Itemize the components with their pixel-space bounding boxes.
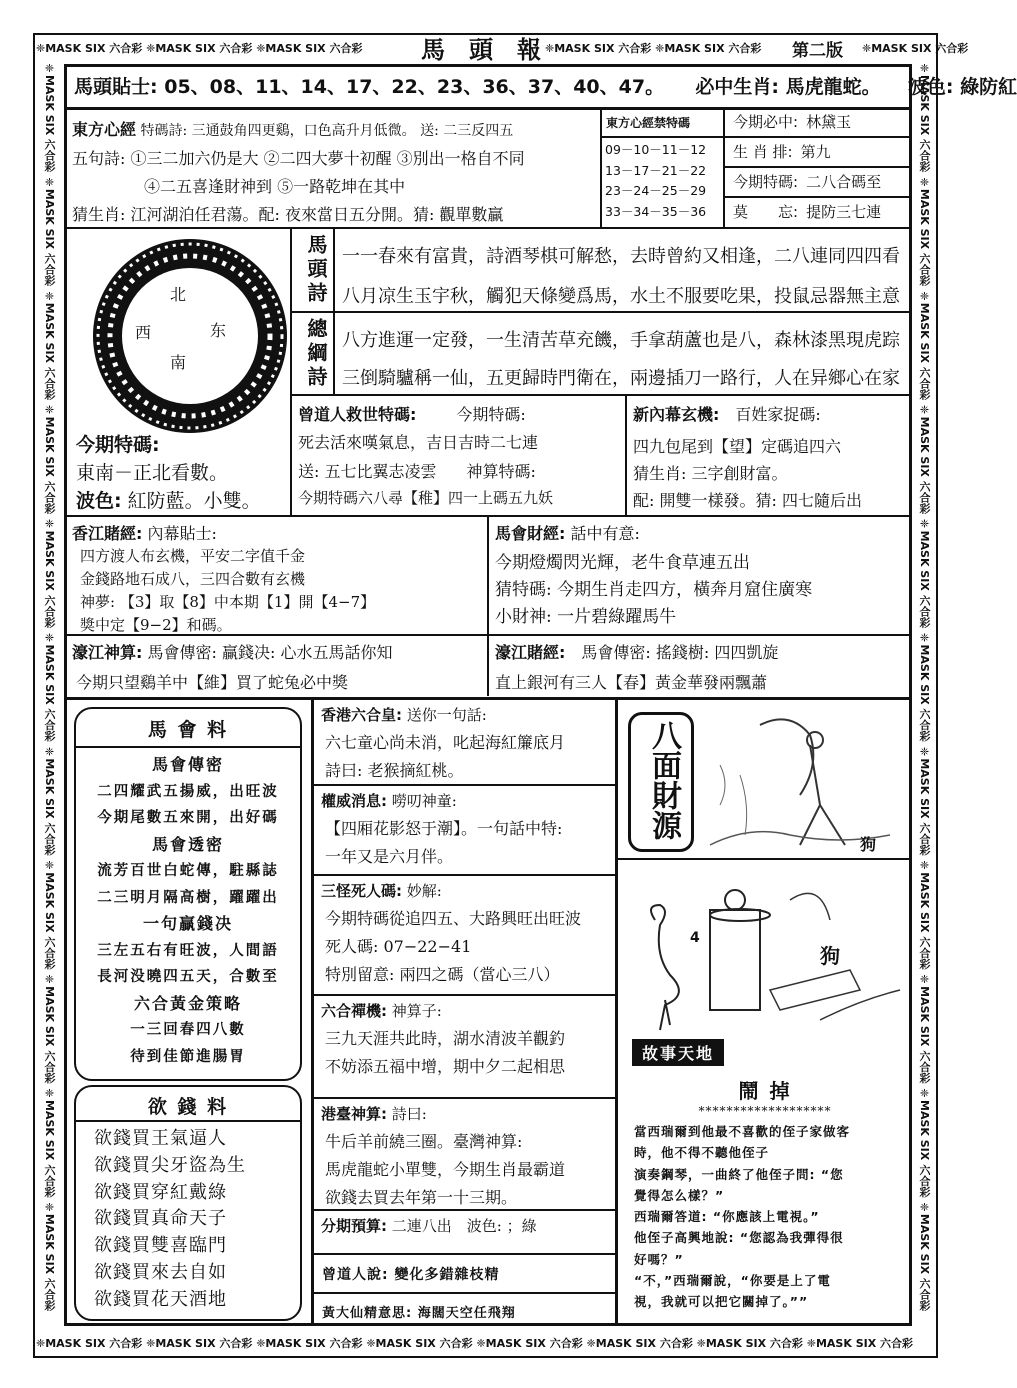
middle-block-head: [321, 790, 609, 811]
dongfang-title: 東方心經: [72, 120, 137, 139]
xiangjiang-line: 獎中定【9−2】和碼。: [80, 616, 232, 634]
caijing-sub: 話中有意:: [570, 524, 640, 543]
mahui-liao-content: [76, 752, 300, 1070]
compass-west: 西: [135, 323, 152, 342]
yuqian-line: 欲錢買尖牙盜為生: [94, 1154, 246, 1176]
middle-block-sub: 神算子:: [391, 1002, 442, 1020]
compass-wave-label: 波色:: [76, 490, 122, 512]
caijing-line: 小財神: 一片碧綠躍馬牛: [495, 607, 677, 627]
zengdao-says: 曾道人說: 變化多錯雜枝精: [322, 1267, 500, 1283]
divider: [290, 228, 292, 515]
border-strip-bottom: [36, 1333, 936, 1355]
edition-label: 第二版: [792, 41, 843, 61]
border-pattern: ❈MASK SIX 六合彩 ❈MASK SIX 六合彩 ❈MASK SIX 六合彩: [36, 42, 363, 55]
zengdao-head: [298, 402, 526, 425]
side-info: [725, 108, 912, 228]
mahui-section-head: 馬會透密: [151, 834, 224, 854]
zengdao-line: 今期特碼六八尋【稚】四一上碼五九妖: [298, 489, 554, 507]
mahui-line: 二四耀武五揚威，出旺波: [97, 783, 279, 800]
divider: [290, 311, 912, 313]
story-title: 鬧 掉: [738, 1079, 792, 1103]
middle-block-title: 港臺神算:: [321, 1105, 387, 1123]
middle-block-line: 特別留意: 兩四之碼（當心三八）: [325, 965, 560, 984]
crane-number: 4: [690, 930, 700, 946]
haojiang-shensuan-line: 今期只望鷄羊中【維】買了蛇兔必中獎: [76, 673, 349, 692]
divider: [617, 858, 912, 860]
xiangjiang-sub: 內幕貼士:: [147, 524, 217, 543]
masthead-char: 馬: [421, 35, 445, 64]
scholar-crane-illustration: [620, 880, 905, 1030]
story-body: [634, 1121, 850, 1313]
middle-block-line: 牛后羊前繞三圈。臺灣神算:: [325, 1132, 523, 1151]
border-strip-right: [913, 62, 935, 1332]
divider: [600, 108, 602, 228]
middle-block-head: [321, 1215, 609, 1236]
border-strip-top-mid: [545, 38, 790, 60]
haojiang-shensuan-head: [72, 640, 392, 663]
border-strip-top-left: [36, 38, 421, 60]
bamian-title: 八面財源: [646, 720, 681, 840]
yuqian-line: 欲錢買雙喜臨門: [94, 1235, 227, 1257]
xiangjiang-head: [72, 521, 217, 544]
border-pattern: ❈MASK SIX 六合彩 ❈MASK SIX 六合彩 ❈MASK SIX 六合彩 ❈MASK SIX 六合彩 ❈MASK SIX 六合彩 ❈MASK SIX 六合彩 ❈MASK SIX 六合彩 ❈MASK SIX 六合彩 ❈MASK SIX 六合彩 ❈MASK SIX 六合彩 ❈MASK SIX 六合彩: [43, 62, 56, 1311]
story-stars: *******************: [698, 1104, 832, 1118]
divider: [313, 1292, 617, 1294]
middle-block: [313, 786, 617, 876]
middle-block-sub: 二連八出 波色: ；綠: [391, 1217, 537, 1235]
middle-block-line: 今期特碼從追四五、大路興旺出旺波: [325, 909, 582, 928]
middle-block: [313, 996, 617, 1099]
side-info-label: 今期必中:: [733, 113, 799, 131]
side-info-row: [725, 198, 912, 228]
middle-block-line: 【四厢花影怒于潮】。一句話中特:: [325, 819, 563, 838]
divider: [313, 1253, 617, 1255]
story-line: 演奏鋼琴，一曲終了他侄子問: “您: [634, 1166, 844, 1182]
compass-north: 北: [170, 285, 187, 304]
middle-block-head: [321, 880, 609, 901]
neimu-line: 猜生肖: 三字創財富。: [633, 464, 788, 483]
border-pattern: ❈MASK SIX 六合彩: [862, 42, 969, 55]
middle-block-title: 權威消息:: [321, 792, 387, 810]
forbidden-numbers: [605, 140, 706, 222]
middle-block-sub: 詩曰:: [391, 1105, 427, 1123]
mahui-line: 三左五右有旺波，人間語: [97, 942, 279, 959]
border-strip-top-right: [862, 38, 969, 60]
yuqian-liao-title: 欲 錢 料: [147, 1096, 229, 1118]
mahui-liao-title: 馬 會 料: [147, 719, 229, 741]
caijing-line: 今期燈燭閃光輝，老牛食草連五出: [495, 553, 750, 573]
border-pattern: ❈MASK SIX 六合彩 ❈MASK SIX 六合彩: [545, 42, 762, 55]
side-info-label: 今期特碼:: [733, 173, 799, 191]
middle-block-line: 欲錢去買去年第一十三期。: [325, 1188, 518, 1207]
caijing-head: [495, 521, 640, 544]
middle-block-sub: 妙解:: [406, 882, 442, 900]
general-poem-line: 三倒騎驢稱一仙，五更歸時門衛在，兩邊插刀一路行，人在异鄉心在家: [342, 368, 900, 389]
middle-block-title: 香港六合皇:: [321, 706, 402, 724]
story-line: 好嗎？”: [634, 1251, 684, 1267]
middle-block: [313, 1099, 617, 1211]
middle-block: [313, 876, 617, 996]
middle-block-line: 一年又是六月伴。: [325, 847, 454, 866]
side-info-value: 二八合碼至: [806, 173, 882, 191]
general-poem-title: 總綱詩: [304, 318, 328, 390]
story-line: 當西瑞爾到他最不喜歡的侄子家做客: [634, 1124, 851, 1139]
middle-block: [313, 700, 617, 786]
masthead: [421, 30, 541, 64]
story-line: 時，他不得不聽他侄子: [634, 1145, 770, 1161]
headline-numbers: 05、08、11、14、17、22、23、36、37、40、47。: [164, 76, 665, 98]
caijing-line: 猜特碼: 今期生肖走四方，橫奔月窟住廣寒: [495, 580, 813, 600]
middle-block-line: 馬虎龍蛇小單雙，今期生肖最霸道: [325, 1160, 566, 1179]
mahui-section-head: 一句贏錢决: [142, 914, 233, 933]
zengdao-send: 送: 五七比翼志凌雲: [298, 462, 437, 481]
yuqian-line: 欲錢買花天酒地: [94, 1288, 227, 1310]
neimu-title: 新內幕玄機:: [633, 405, 720, 424]
horse-poem-title: 馬頭詩: [304, 234, 328, 306]
caijing-title: 馬會財經:: [495, 524, 566, 543]
divider: [601, 136, 725, 138]
wave-value: 綠防紅: [960, 76, 1017, 98]
zodiac-label: 必中生肖:: [695, 76, 779, 98]
compass-caption-line: 東南－正北看數。: [76, 462, 229, 484]
middle-column: [313, 700, 617, 1252]
divider: [64, 227, 912, 229]
divider: [75, 1120, 301, 1122]
side-info-row: [725, 108, 912, 138]
masthead-char: 頭: [469, 35, 493, 64]
horse-poem-line: 一一春來有富貴，詩酒琴棋可解愁，去時曾約又相逢，二八連同四四看: [342, 246, 900, 267]
mahui-line: 待到佳節進腸胃: [130, 1048, 246, 1065]
divider: [487, 516, 489, 696]
xiangjiang-line: 金錢路地石成八，三四合數有玄機: [80, 570, 306, 588]
compass-south: 南: [170, 353, 187, 372]
border-pattern: ❈MASK SIX 六合彩 ❈MASK SIX 六合彩 ❈MASK SIX 六合彩 ❈MASK SIX 六合彩 ❈MASK SIX 六合彩 ❈MASK SIX 六合彩 ❈MASK SIX 六合彩 ❈MASK SIX 六合彩: [36, 1337, 914, 1350]
divider: [290, 394, 912, 396]
haojiang-dujing-head: [495, 640, 778, 663]
yuqian-liao-content: [94, 1126, 246, 1314]
side-info-value: 第九: [800, 143, 831, 161]
haojiang-shensuan-sub: 馬會傳密: 贏錢决: 心水五馬話你知: [147, 643, 393, 662]
mahui-line: 今期尾數五來開，出好碼: [97, 810, 279, 826]
mahui-line: 二三明月隔高樹，躍躍出: [97, 889, 279, 906]
haojiang-dujing-sub: 馬會傳密: 搖錢樹: 四四凱旋: [581, 643, 779, 662]
xiangjiang-line: 四方渡人布玄機，平安二字值千金: [80, 547, 306, 565]
story-line: 他侄子高興地說: “您認為我彈得很: [634, 1230, 844, 1246]
zengdao-line: [298, 459, 536, 482]
yuqian-line: 欲錢買來去自如: [94, 1261, 227, 1283]
side-info-value: 提防三七連: [806, 203, 882, 221]
zengdao-sub2: 神算特碼:: [466, 462, 536, 481]
haojiang-shensuan-title: 濠江神算:: [72, 643, 143, 662]
divider: [615, 700, 618, 1325]
middle-block-line: 三九天涯共此時，湖水清波羊觀釣: [325, 1029, 566, 1048]
horse-poem-line: 八月凉生玉宇秋，觸犯天條變爲馬，水土不服要吃果，投鼠忌器無主意: [342, 286, 900, 307]
story-line: 覺得怎么樣？”: [634, 1187, 725, 1203]
border-strip-left: [38, 62, 60, 1332]
huangdaxian: 黃大仙精意思: 海闊天空任飛翔: [322, 1306, 516, 1321]
neimu-head: [633, 402, 821, 425]
middle-block-title: 六合禪機:: [321, 1002, 387, 1020]
middle-block-line: 詩曰: 老猴摘紅桃。: [325, 761, 464, 780]
haojiang-dujing-line: 直上銀河有三人【春】黃金華發兩飄蕭: [495, 673, 768, 692]
middle-block-head: [321, 1103, 609, 1124]
yuqian-line: 欲錢買真命天子: [94, 1208, 227, 1230]
zengdao-line: 死去活來嘆氣息，吉日吉時二七連: [298, 433, 539, 452]
middle-block-sub: 送你一句話:: [406, 706, 487, 724]
mahui-section-head: 馬會傳密: [151, 755, 224, 774]
middle-block-line: 不妨添五福中增，期中夕二起相思: [325, 1057, 566, 1076]
side-info-label: 生 肖 排:: [733, 143, 793, 161]
dongfang-line2: 五句詩: ①三二加六仍是大 ②二四大夢十初醒 ③別出一格自不同: [72, 149, 525, 168]
middle-block: [313, 1211, 617, 1252]
middle-block-head: [321, 1000, 609, 1021]
mahui-line: 一三回春四八數: [130, 1022, 246, 1038]
dongfang-line1: [72, 117, 513, 140]
forbidden-row: 09－10－11－12: [605, 142, 707, 157]
side-info-row: [725, 138, 912, 168]
dog-label: 狗: [860, 835, 877, 854]
border-pattern: ❈MASK SIX 六合彩 ❈MASK SIX 六合彩 ❈MASK SIX 六合彩 ❈MASK SIX 六合彩 ❈MASK SIX 六合彩 ❈MASK SIX 六合彩 ❈MASK SIX 六合彩 ❈MASK SIX 六合彩 ❈MASK SIX 六合彩 ❈MASK SIX 六合彩 ❈MASK SIX 六合彩: [918, 62, 931, 1311]
middle-block-line: 死人碼: 07−22−41: [325, 937, 472, 956]
story-line: 視，我就可以把它關掉了。””: [634, 1294, 809, 1310]
forbidden-row: 33－34－35－36: [605, 203, 707, 219]
neimu-line: 四九包尾到【望】定碼追四六: [633, 437, 842, 456]
mahui-line: 流芳百世白蛇傳，駐縣誌: [97, 863, 279, 879]
general-poem-line: 八方進運一定發，一生清苦草充饑，手拿葫蘆也是八，森林漆黑現虎踪: [342, 330, 900, 351]
zengdao-sub: 今期特碼:: [456, 405, 526, 424]
yuqian-line: 欲錢買穿紅戴綠: [94, 1181, 227, 1203]
xiangjiang-title: 香江賭經:: [72, 524, 143, 543]
story-line: 西瑞爾答道: “你應該上電視。”: [634, 1209, 820, 1225]
compass-caption-title: 今期特碼:: [76, 434, 160, 456]
middle-block-line: 六七童心尚未消，叱起海紅簾底月: [325, 733, 566, 752]
side-info-label: 莫 忘:: [733, 203, 799, 221]
headline: [74, 72, 1017, 99]
middle-block-sub: 嘮叨神童:: [391, 792, 457, 810]
divider: [75, 746, 301, 748]
compass-wave: [76, 486, 261, 513]
dog-label: 狗: [820, 944, 840, 968]
haojiang-dujing-title: 濠江賭經:: [495, 643, 566, 662]
forbidden-row: 13－17－21－22: [605, 162, 707, 178]
xiangjiang-line: 神夢: 【3】取【8】中本期【1】開【4−7】: [80, 593, 376, 611]
masthead-char: 報: [517, 35, 541, 64]
story-tag: 故事天地: [632, 1039, 724, 1066]
zodiac-value: 馬虎龍蛇。: [785, 76, 881, 98]
story-line: “不，”西瑞爾說，“你要是上了電: [634, 1273, 831, 1289]
side-info-value: 林黛玉: [806, 113, 852, 131]
neimu-line: 配: 開雙一樣發。猜: 四七隨后出: [633, 491, 862, 510]
zengdao-title: 曾道人救世特碼:: [298, 405, 417, 424]
compass-east: 东: [210, 321, 227, 340]
middle-block-title: 分期預算:: [321, 1217, 387, 1235]
middle-block-head: [321, 704, 609, 725]
forbidden-row: 23－24－25－29: [605, 183, 707, 198]
middle-block-title: 三怪死人碼:: [321, 882, 402, 900]
headline-label: 馬頭貼士:: [74, 76, 158, 98]
wave-label: 波色:: [907, 76, 954, 98]
forbidden-title: 東方心經禁特碼: [606, 116, 691, 130]
side-info-row: [725, 168, 912, 198]
mahui-section-head: 六合黃金策略: [133, 993, 242, 1013]
divider: [625, 395, 627, 515]
neimu-sub: 百姓家捉碼:: [735, 405, 821, 424]
dongfang-line3: ④二五喜逢財神到 ⑤一路乾坤在其中: [144, 177, 406, 196]
dongfang-line4: 猜生肖: 江河湖泊任君蕩。配: 夜來當日五分開。猜: 觀單數贏: [72, 205, 504, 224]
yuqian-line: 欲錢買王氣逼人: [94, 1128, 227, 1149]
compass-wave-value: 紅防藍。小雙。: [127, 490, 261, 512]
divider: [64, 634, 912, 636]
dongfang-text: 特碼詩: 三通鼓角四更鷄，口色高升月低微。 送: 二三反四五: [140, 123, 514, 139]
compass-wheel: [90, 236, 290, 436]
mahui-line: 長河没曉四五天，合數至: [97, 969, 279, 985]
